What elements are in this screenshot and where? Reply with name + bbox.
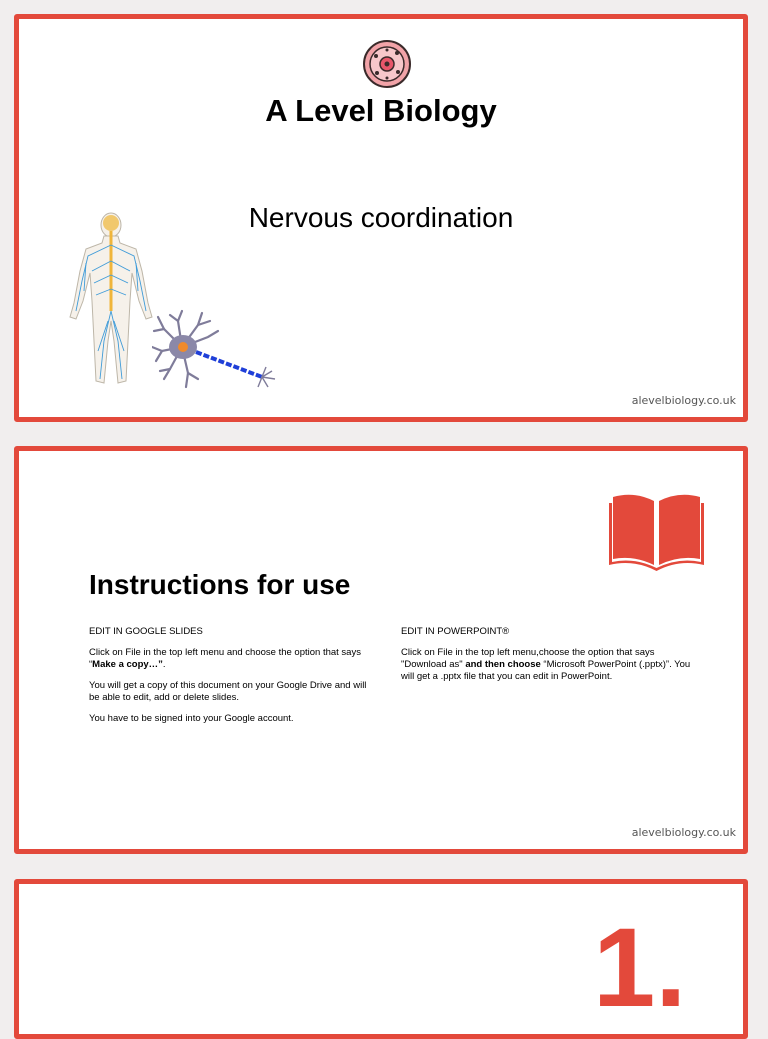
instructions-title: Instructions for use xyxy=(89,569,351,600)
cell-icon xyxy=(362,39,412,89)
neuron-illustration xyxy=(152,307,277,392)
google-heading: EDIT IN GOOGLE SLIDES xyxy=(89,626,203,637)
footer-url[interactable]: alevelbiology.co.uk xyxy=(631,394,736,407)
section-slide xyxy=(14,879,748,1039)
book-icon xyxy=(609,493,704,573)
title-slide xyxy=(14,14,748,422)
powerpoint-instructions xyxy=(401,626,701,692)
footer-url[interactable]: alevelbiology.co.uk xyxy=(631,826,736,839)
powerpoint-paragraph-1: Click on File in the top left menu,choose the option that says "Download as" and then choose “Microsoft PowerPoint (.pptx)”. You will get a .pptx file that you can edit in PowerPoint. xyxy=(401,647,691,682)
google-paragraph-3: You have to be signed into your Google account. xyxy=(89,713,294,724)
section-number: 1. xyxy=(593,905,687,1030)
google-paragraph-2: You will get a copy of this document on your Google Drive and will be able to edit, add or delete slides. xyxy=(89,680,367,703)
slide-subtitle: Nervous coordination xyxy=(248,202,514,233)
powerpoint-heading: EDIT IN POWERPOINT® xyxy=(401,626,510,637)
instructions-slide xyxy=(14,446,748,854)
google-paragraph-1: Click on File in the top left menu and choose the option that says “Make a copy…”. xyxy=(89,647,361,670)
slide-title: A Level Biology xyxy=(265,93,497,128)
human-nervous-system-illustration xyxy=(64,211,159,389)
google-slides-instructions xyxy=(89,626,379,734)
